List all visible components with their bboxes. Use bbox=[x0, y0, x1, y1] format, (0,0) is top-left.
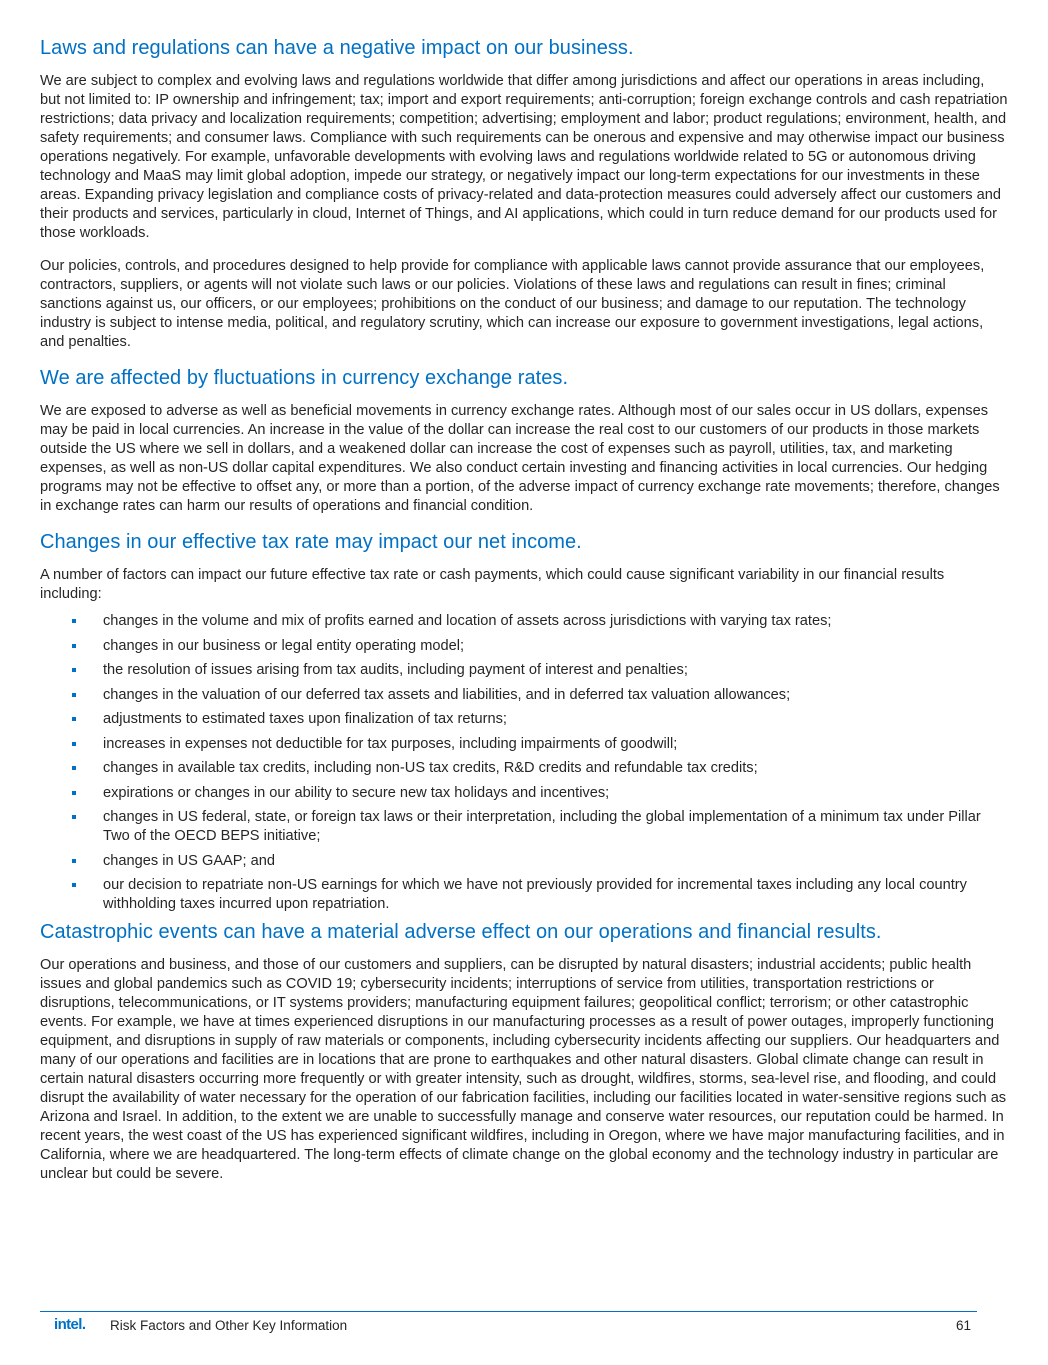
paragraph: We are exposed to adverse as well as beneficial movements in currency exchange rates. Although most of our sales occur in US dollars, expenses may be paid in local currencies. An increase in the value of the dollar can increase the real cost to our customers of our products in those markets outside the US where we sell in dollars, and a weakened dollar can increase the cost of expenses such as payroll, utilities, tax, and marketing expenses, as well as non-US dollar capital expenditures. We also conduct certain investing and financing activities in local currencies. Our hedging programs may not be effective to offset any, or more than a portion, of the adverse impact of currency exchange rate movements; therefore, changes in exchange rates can harm our results of operations and financial condition. bbox=[40, 403, 1000, 514]
list-item bbox=[40, 612, 1008, 631]
bullet-icon bbox=[72, 619, 76, 623]
bullet-icon bbox=[72, 693, 76, 697]
footer-section-title: Risk Factors and Other Key Information bbox=[110, 1318, 348, 1333]
list-item bbox=[40, 759, 1008, 778]
bullet-icon bbox=[72, 742, 76, 746]
list-item-text: our decision to repatriate non-US earnings for which we have not previously provided for incremental taxes including any local country withholding taxes incurred upon repatriation. bbox=[103, 877, 967, 912]
bullet-icon bbox=[72, 883, 76, 887]
paragraph: Our operations and business, and those of our customers and suppliers, can be disrupted by natural disasters; industrial accidents; public health issues and global pandemics such as COVID 19; cybersecurity incidents; interruptions of service from utilities, transportation restrictions or disruptions, telecommunications, or IT systems providers; manufacturing equipment failures; geopolitical conflict; terrorism; or other catastrophic events. For example, we have at times experienced disruptions in our manufacturing processes as a result of power outages, improperly functioning equipment, and disruptions in supply of raw materials or components, including cybersecurity incidents affecting our suppliers. Our headquarters and many of our operations and facilities are in locations that are prone to earthquakes and other natural disasters. Global climate change can result in certain natural disasters occurring more frequently or with greater intensity, such as drought, wildfires, storms, sea-level rise, and flooding, and could disrupt the availability of water necessary for the operation of our fabrication facilities, including our facilities located in water-sensitive regions such as Arizona and Israel. In addition, to the extent we are unable to successfully manage and conserve water resources, our reputation could be harmed. In recent years, the west coast of the US has experienced significant wildfires, including in Oregon, where we have major manufacturing facilities, and in California, where we are headquartered. The long-term effects of climate change on the global economy and the technology industry in particular are unclear but could be severe. bbox=[40, 956, 1007, 1182]
paragraph: A number of factors can impact our future effective tax rate or cash payments, which could cause significant variability in our financial results including: bbox=[40, 567, 945, 602]
list-item-text: increases in expenses not deductible for tax purposes, including impairments of goodwill; bbox=[103, 735, 678, 752]
bullet-icon bbox=[72, 791, 76, 795]
list-item bbox=[40, 876, 1008, 914]
section-heading: We are affected by fluctuations in currency exchange rates. bbox=[40, 367, 569, 389]
list-item-text: changes in the valuation of our deferred tax assets and liabilities, and in deferred tax valuation allowances; bbox=[103, 686, 791, 703]
list-item-text: changes in available tax credits, including non-US tax credits, R&D credits and refundable tax credits; bbox=[103, 760, 758, 776]
footer-divider bbox=[40, 1311, 977, 1312]
list-item bbox=[40, 661, 1008, 680]
list-item bbox=[40, 710, 1008, 729]
paragraph: Our policies, controls, and procedures designed to help provide for compliance with applicable laws cannot provide assurance that our employees, contractors, suppliers, or agents will not violate such laws or our policies. Violations of these laws and regulations can result in fines; criminal sanctions against us, our officers, or our employees; prohibitions on the conduct of our business; and damage to our reputation. The technology industry is subject to intense media, political, and regulatory scrutiny, which can increase our exposure to government investigations, legal actions, and penalties. bbox=[40, 258, 985, 350]
list-item bbox=[40, 637, 1008, 656]
section-currency-exchange bbox=[40, 366, 1008, 516]
section-laws-regulations bbox=[40, 36, 1008, 352]
list-item-text: the resolution of issues arising from tax audits, including payment of interest and penalties; bbox=[103, 662, 688, 678]
list-item-text: expirations or changes in our ability to secure new tax holidays and incentives; bbox=[103, 784, 610, 801]
section-catastrophic-events bbox=[40, 920, 1008, 1184]
list-item bbox=[40, 784, 1008, 803]
list-item-text: changes in our business or legal entity operating model; bbox=[103, 637, 465, 654]
list-item-text: changes in the volume and mix of profits earned and location of assets across jurisdictions with varying tax rates; bbox=[103, 613, 832, 629]
bullet-icon bbox=[72, 717, 76, 721]
list-item bbox=[40, 686, 1008, 705]
bullet-icon bbox=[72, 668, 76, 672]
bullet-icon bbox=[72, 644, 76, 648]
section-heading: Changes in our effective tax rate may impact our net income. bbox=[40, 531, 582, 553]
list-item bbox=[40, 735, 1008, 754]
bullet-icon bbox=[72, 815, 76, 819]
list-item-text: adjustments to estimated taxes upon finalization of tax returns; bbox=[103, 711, 507, 727]
tax-factor-list bbox=[40, 612, 1008, 914]
list-item-text: changes in US GAAP; and bbox=[103, 852, 275, 869]
document-body bbox=[40, 36, 1008, 1198]
list-item bbox=[40, 808, 1008, 846]
list-item-text: changes in US federal, state, or foreign tax laws or their interpretation, including the global implementation of a minimum tax under Pillar Two of the OECD BEPS initiative; bbox=[103, 809, 981, 844]
section-effective-tax-rate bbox=[40, 530, 1008, 914]
section-heading: Laws and regulations can have a negative impact on our business. bbox=[40, 37, 634, 59]
bullet-icon bbox=[72, 766, 76, 770]
paragraph: We are subject to complex and evolving laws and regulations worldwide that differ among jurisdictions and affect our operations in areas including, but not limited to: IP ownership and infringement; tax; import and export requirements; anti-corruption; foreign exchange controls and cash repatriation restrictions; data privacy and localization requirements; competition; advertising; employment and labor; product regulations; environment, health, and safety requirements; and consumer laws. Compliance with such requirements can be onerous and expensive and may otherwise impact our business operations negatively. For example, unfavorable developments with evolving laws and regulations worldwide related to 5G or autonomous driving technology and MaaS may limit global adoption, impede our strategy, or negatively impact our long-term expectations for our investments in these areas. Expanding privacy legislation and compliance costs of privacy-related and data-protection measures could adversely affect our customers and their products and services, particularly in cloud, Internet of Things, and AI applications, which could in turn reduce demand for our products used for those workloads. bbox=[40, 73, 1008, 241]
bullet-icon bbox=[72, 859, 76, 863]
list-item bbox=[40, 852, 1008, 871]
intel-logo: intel. bbox=[54, 1316, 86, 1333]
section-heading: Catastrophic events can have a material adverse effect on our operations and financial results. bbox=[40, 920, 882, 943]
page-number: 61 bbox=[956, 1318, 972, 1333]
